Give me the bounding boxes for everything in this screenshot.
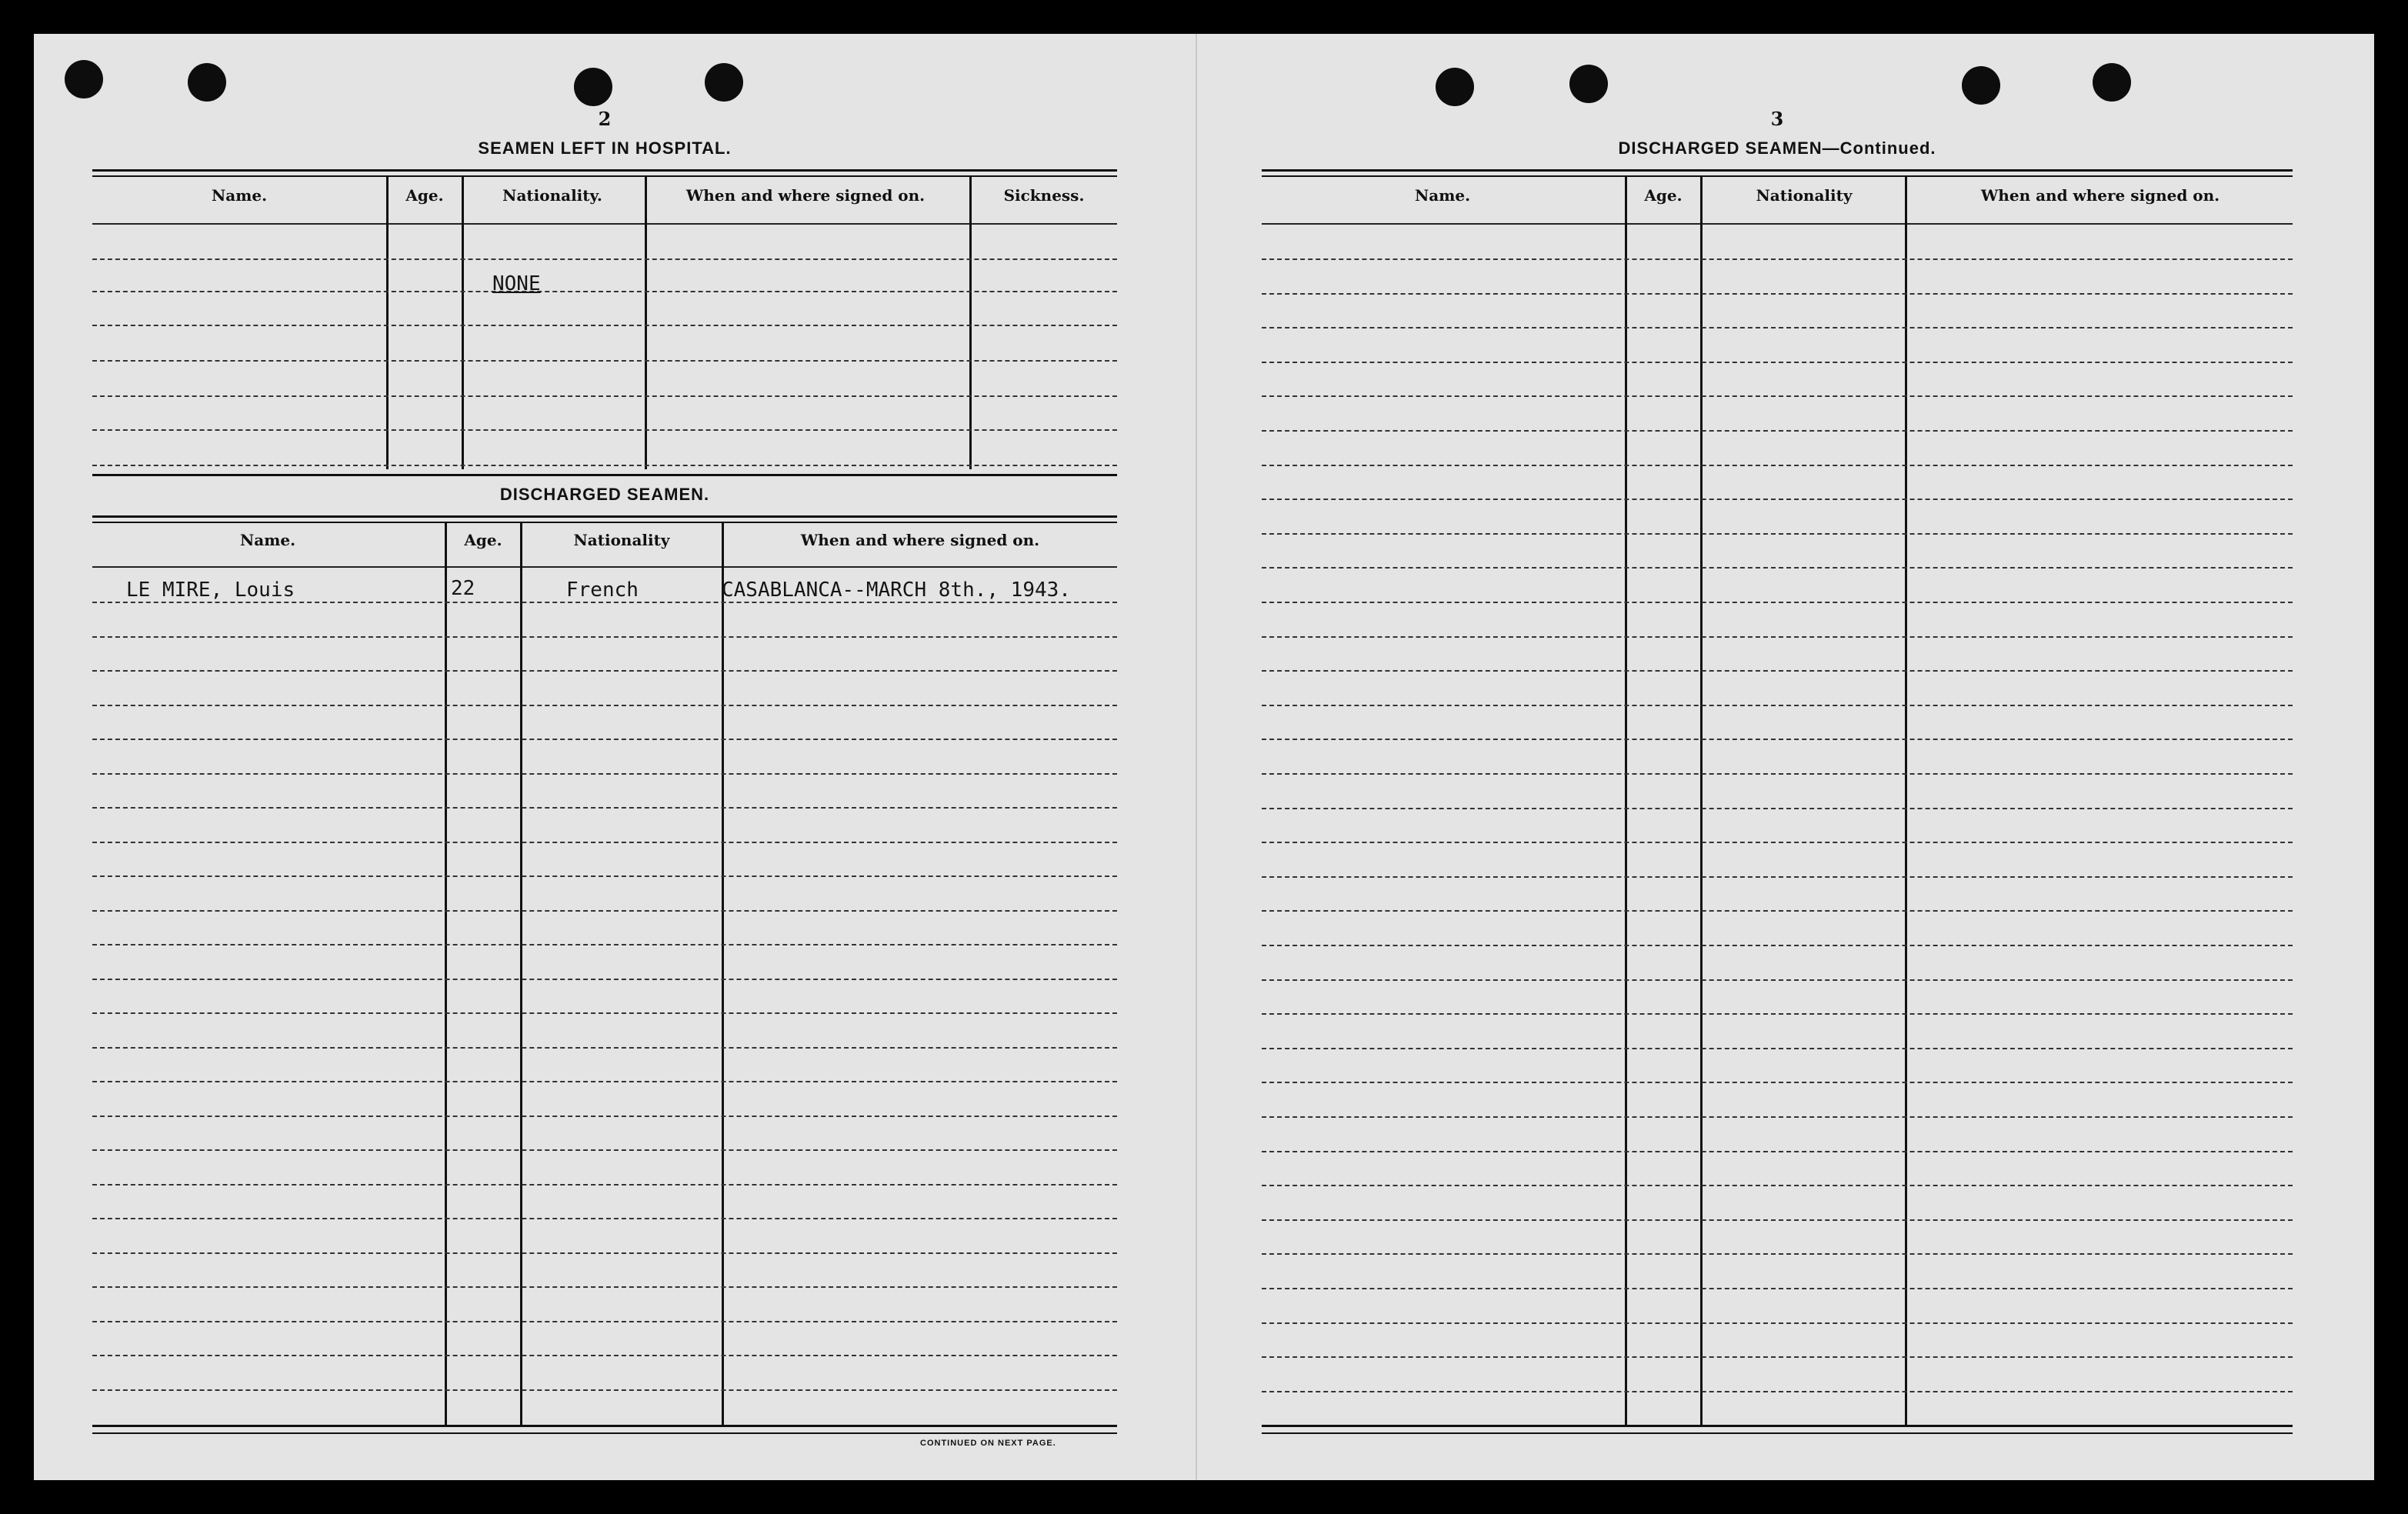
continued-note: CONTINUED ON NEXT PAGE. xyxy=(920,1439,1056,1448)
ruled-line xyxy=(92,1389,1117,1391)
ruled-line xyxy=(1262,705,2293,706)
ruled-line xyxy=(1262,1288,2293,1289)
ruled-line xyxy=(92,979,1117,980)
ruled-line xyxy=(1262,739,2293,740)
ruled-line xyxy=(92,1355,1117,1356)
ruled-line xyxy=(92,1081,1117,1082)
ruled-line xyxy=(1262,1013,2293,1015)
ruled-line xyxy=(1262,876,2293,878)
col-header-name: Name. xyxy=(239,531,296,549)
ruled-line xyxy=(92,1149,1117,1151)
ruled-line xyxy=(92,842,1117,843)
ruled-line xyxy=(1262,670,2293,672)
seaman-age: 22 xyxy=(451,577,475,600)
ruled-line xyxy=(1262,945,2293,946)
ruled-line xyxy=(1262,327,2293,328)
seaman-signed-on: CASABLANCA--MARCH 8th., 1943. xyxy=(722,579,1071,602)
col-header-name: Name. xyxy=(211,186,268,205)
ruled-line xyxy=(1262,1356,2293,1358)
ruled-line xyxy=(1262,1253,2293,1255)
col-header-sickness: Sickness. xyxy=(1003,186,1085,205)
ruled-line xyxy=(1262,910,2293,912)
ruled-line xyxy=(1262,979,2293,981)
ruled-line xyxy=(1262,1185,2293,1186)
ruled-line xyxy=(92,1321,1117,1322)
ruled-line xyxy=(1262,533,2293,535)
ruled-line xyxy=(1262,602,2293,603)
ruled-line xyxy=(92,602,1117,603)
col-header-signed-on: When and where signed on. xyxy=(1980,186,2220,205)
right-page xyxy=(1262,34,2293,1465)
ruled-line xyxy=(92,739,1117,740)
ruled-line xyxy=(1262,773,2293,775)
ruled-line xyxy=(1262,293,2293,295)
discharged-continued-title: DISCHARGED SEAMEN—Continued. xyxy=(1618,138,1936,158)
ruled-line xyxy=(1262,636,2293,638)
ruled-line xyxy=(92,705,1117,706)
col-header-nationality: Nationality xyxy=(573,531,670,549)
ruled-line xyxy=(92,1115,1117,1117)
hospital-entry: NONE xyxy=(492,272,541,295)
ruled-line xyxy=(1262,1219,2293,1221)
ruled-line xyxy=(1262,258,2293,260)
ruled-line xyxy=(1262,842,2293,843)
hospital-section-title: SEAMEN LEFT IN HOSPITAL. xyxy=(478,138,732,158)
ruled-line xyxy=(92,636,1117,638)
ruled-line xyxy=(1262,499,2293,500)
ruled-line xyxy=(92,1286,1117,1288)
col-header-age: Age. xyxy=(464,531,502,549)
ruled-line xyxy=(1262,1391,2293,1392)
ruled-line xyxy=(1262,430,2293,432)
ruled-line xyxy=(92,1012,1117,1014)
page-fold xyxy=(1196,34,1197,1480)
col-header-nationality: Nationality xyxy=(1756,186,1853,205)
seaman-nationality: French xyxy=(566,579,639,602)
ruled-line xyxy=(92,1047,1117,1049)
ruled-line xyxy=(92,1184,1117,1186)
left-page xyxy=(92,34,1117,1465)
ruled-line xyxy=(92,807,1117,809)
ruled-line xyxy=(1262,808,2293,809)
ruled-line xyxy=(92,1218,1117,1219)
col-header-signed-on: When and where signed on. xyxy=(685,186,926,205)
ruled-line xyxy=(92,944,1117,945)
col-header-name: Name. xyxy=(1414,186,1471,205)
ruled-line xyxy=(1262,362,2293,363)
col-header-age: Age. xyxy=(1644,186,1683,205)
ruled-line xyxy=(1262,1082,2293,1083)
discharged-section-title: DISCHARGED SEAMEN. xyxy=(499,485,710,504)
ruled-line xyxy=(1262,465,2293,466)
page-number: 3 xyxy=(1770,108,1784,130)
ruled-line xyxy=(92,773,1117,775)
ruled-line xyxy=(1262,1322,2293,1324)
ruled-line xyxy=(92,1252,1117,1254)
ruled-line xyxy=(92,875,1117,877)
ruled-line xyxy=(92,910,1117,912)
seaman-name: LE MIRE, Louis xyxy=(126,579,295,602)
ruled-line xyxy=(1262,395,2293,397)
col-header-signed-on: When and where signed on. xyxy=(800,531,1040,549)
col-header-age: Age. xyxy=(405,186,444,205)
col-header-nationality: Nationality. xyxy=(502,186,602,205)
ruled-line xyxy=(92,670,1117,672)
ruled-line xyxy=(1262,1048,2293,1049)
ruled-line xyxy=(1262,1116,2293,1118)
ruled-line xyxy=(1262,1151,2293,1152)
page-number: 2 xyxy=(598,108,612,130)
ruled-line xyxy=(1262,567,2293,569)
